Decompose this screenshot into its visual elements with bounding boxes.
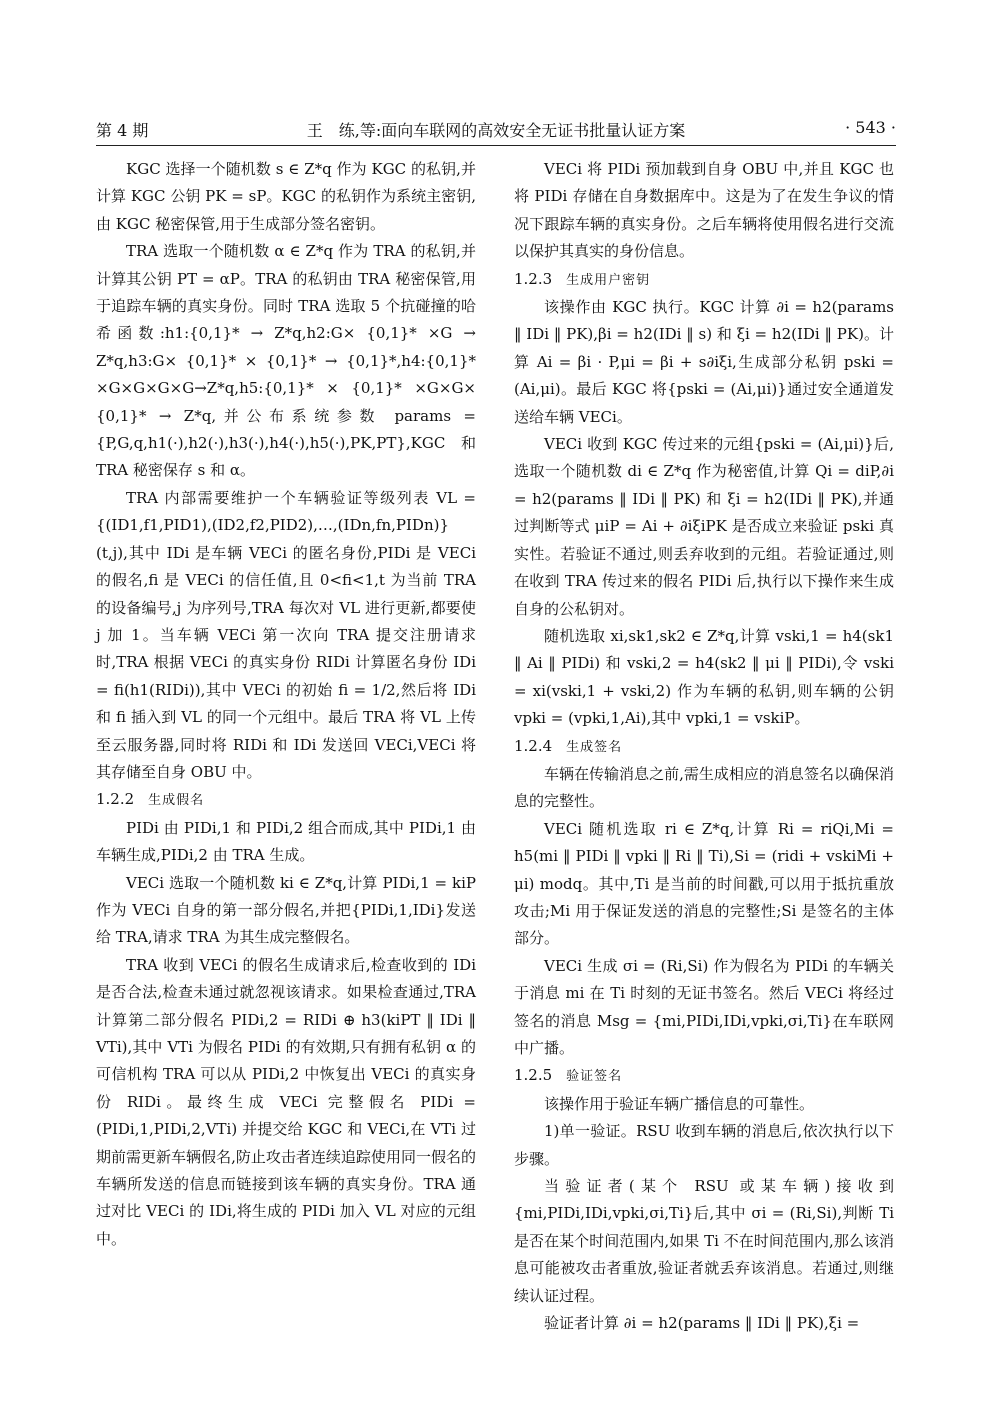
paragraph: 验证者计算 ∂i = h2(params ‖ IDi ‖ PK),ξi = bbox=[544, 1314, 860, 1333]
section-number: 1.2.5 bbox=[514, 1066, 553, 1085]
paragraph: KGC 选择一个随机数 s ∈ Z*q 作为 KGC 的私钥,并计算 KGC 公钥 PK = sP。KGC 的私钥作为系统主密钥,由 KGC 秘密保管,用于生成部分签名密钥。 bbox=[96, 160, 476, 233]
left-column bbox=[96, 156, 476, 1306]
section-title: 验证签名 bbox=[566, 1069, 623, 1085]
paragraph: TRA 内部需要维护一个车辆验证等级列表 VL = {(ID1,f1,PID1),(ID2,f2,PID2),…,(IDn,fn,PIDn)}(t,j),其中 IDi 是车辆 VECi 的匿名身份,PIDi 是 VECi 的假名,fi 是 VECi 的信任值,且 0<fi<1,t 为当前 TRA 的设备编号,j 为序列号,TRA 每次对 VL 进行更新,都要使 j 加 1。当车辆 VECi 第一次向 TRA 提交注册请求时,TRA 根据 VECi 的真实身份 RIDi 计算匿名身份 IDi = fi(h1(RIDi)),其中 VECi 的初始 fi = 1/2,然后将 IDi 和 fi 插入到 VL 的同一个元组中。最后 TRA 将 VL 上传至云服务器,同时将 RIDi 和 IDi 发送回 VECi,VECi 将其存储至自身 OBU 中。 bbox=[96, 488, 476, 781]
paragraph: 该操作由 KGC 执行。KGC 计算 ∂i = h2(params ‖ IDi ‖ PK),βi = h2(IDi ‖ s) 和 ξi = h2(IDi ‖ PK)。计算 Ai = βi · P,μi = βi + s∂iξi,生成部分私钥 pski = (Ai,μi)。最后 KGC 将{pski = (Ai,μi)}通过安全通道发送给车辆 VECi。 bbox=[514, 298, 894, 426]
paragraph: VECi 收到 KGC 传过来的元组{pski = (Ai,μi)}后,选取一个随机数 di ∈ Z*q 作为秘密值,计算 Qi = diP,∂i = h2(params ‖ IDi ‖ PK) 和 ξi = h2(IDi ‖ PK),并通过判断等式 μiP = Ai + ∂iξiPK 是否成立来验证 pski 真实性。若验证不通过,则丢弃收到的元组。若验证通过,则在收到 TRA 传过来的假名 PIDi 后,执行以下操作来生成自身的公私钥对。 bbox=[514, 435, 894, 618]
issue-number: 第 4 期 bbox=[96, 121, 149, 140]
paragraph: 当验证者(某个 RSU 或某车辆)接收到{mi,PIDi,IDi,vpki,σi,Ti}后,其中 σi = (Ri,Si),判断 Ti 是否在某个时间范围内,如果 Ti 不在时间范围内,那么该消息可能被攻击者重放,验证者就丢弃该消息。若通过,则继续认证过程。 bbox=[514, 1177, 894, 1305]
section-heading bbox=[514, 1062, 894, 1090]
section-number: 1.2.4 bbox=[514, 736, 553, 755]
section-heading bbox=[514, 733, 894, 761]
page-number: · 543 · bbox=[845, 118, 896, 137]
section-title: 生成用户密钥 bbox=[566, 272, 651, 288]
paragraph: VECi 选取一个随机数 ki ∈ Z*q,计算 PIDi,1 = kiP 作为 VECi 自身的第一部分假名,并把{PIDi,1,IDi}发送给 TRA,请求 TRA 为其生成完整假名。 bbox=[96, 873, 476, 947]
running-title: 王 练,等:面向车联网的高效安全无证书批量认证方案 bbox=[306, 121, 686, 140]
section-number: 1.2.2 bbox=[96, 790, 135, 809]
paragraph: 1)单一验证。RSU 收到车辆的消息后,依次执行以下步骤。 bbox=[514, 1122, 894, 1168]
header-rule bbox=[96, 145, 896, 146]
section-heading bbox=[96, 786, 476, 814]
paragraph: VECi 生成 σi = (Ri,Si) 作为假名为 PIDi 的车辆关于消息 mi 在 Ti 时刻的无证书签名。然后 VECi 将经过签名的消息 Msg = {mi,PIDi,IDi,vpki,σi,Ti}在车联网中广播。 bbox=[514, 956, 894, 1057]
paragraph: TRA 选取一个随机数 α ∈ Z*q 作为 TRA 的私钥,并计算其公钥 PT = αP。TRA 的私钥由 TRA 秘密保管,用于追踪车辆的真实身份。同时 TRA 选取 5 个抗碰撞的哈希函数:h1:{0,1}* → Z*q,h2:G× {0,1}* ×G → Z*q,h3:G× {0,1}* × {0,1}* → {0,1}*,h4:{0,1}* ×G×G×G×G→Z*q,h5:{0,1}* × {0,1}* ×G×G× {0,1}* → Z*q,并公布系统参数 params = {P,G,q,h1(·),h2(·),h3(·),h4(·),h5(·),PK,PT},KGC 和 TRA 秘密保存 s 和 α。 bbox=[96, 242, 476, 480]
running-header bbox=[96, 118, 896, 142]
section-title: 生成假名 bbox=[148, 793, 205, 809]
paragraph: TRA 收到 VECi 的假名生成请求后,检查收到的 IDi 是否合法,检查未通过就忽视该请求。如果检查通过,TRA 计算第二部分假名 PIDi,2 = RIDi ⊕ h3(kiPT ‖ IDi ‖ VTi),其中 VTi 为假名 PIDi 的有效期,只有拥有私钥 α 的可信机构 TRA 可以从 PIDi,2 中恢复出 VECi 的真实身份 RIDi。最终生成 VECi 完整假名 PIDi = (PIDi,1,PIDi,2,VTi) 并提交给 KGC 和 VECi,在 VTi 过期前需更新车辆假名,防止攻击者连续追踪使用同一假名的车辆所发送的信息而链接到该车辆的真实身份。TRA 通过对比 VECi 的 IDi,将生成的 PIDi 加入 VL 对应的元组中。 bbox=[96, 955, 476, 1248]
paragraph: 车辆在传输消息之前,需生成相应的消息签名以确保消息的完整性。 bbox=[514, 764, 894, 811]
section-title: 生成签名 bbox=[566, 739, 623, 755]
paragraph: 随机选取 xi,sk1,sk2 ∈ Z*q,计算 vski,1 = h4(sk1 ‖ Ai ‖ PIDi) 和 vski,2 = h4(sk2 ‖ μi ‖ PIDi),令 vski = xi(vski,1 + vski,2) 作为车辆的私钥,则车辆的公钥 vpki = (vpki,1,Ai),其中 vpki,1 = vskiP。 bbox=[514, 626, 894, 728]
paragraph: PIDi 由 PIDi,1 和 PIDi,2 组合而成,其中 PIDi,1 由车辆生成,PIDi,2 由 TRA 生成。 bbox=[96, 818, 476, 865]
paragraph: VECi 将 PIDi 预加载到自身 OBU 中,并且 KGC 也将 PIDi 存储在自身数据库中。这是为了在发生争议的情况下跟踪车辆的真实身份。之后车辆将使用假名进行交流以保护其真实的身份信息。 bbox=[514, 160, 894, 261]
paragraph: 该操作用于验证车辆广播信息的可靠性。 bbox=[544, 1094, 815, 1113]
section-heading bbox=[514, 266, 894, 294]
right-column bbox=[514, 156, 894, 1333]
section-number: 1.2.3 bbox=[514, 269, 553, 288]
paragraph: VECi 随机选取 ri ∈ Z*q,计算 Ri = riQi,Mi = h5(mi ‖ PIDi ‖ vpki ‖ Ri ‖ Ti),Si = (ridi + vskiMi + μi) modq。其中,Ti 是当前的时间戳,可以用于抵抗重放攻击;Mi 用于保证发送的消息的完整性;Si 是签名的主体部分。 bbox=[514, 819, 894, 948]
